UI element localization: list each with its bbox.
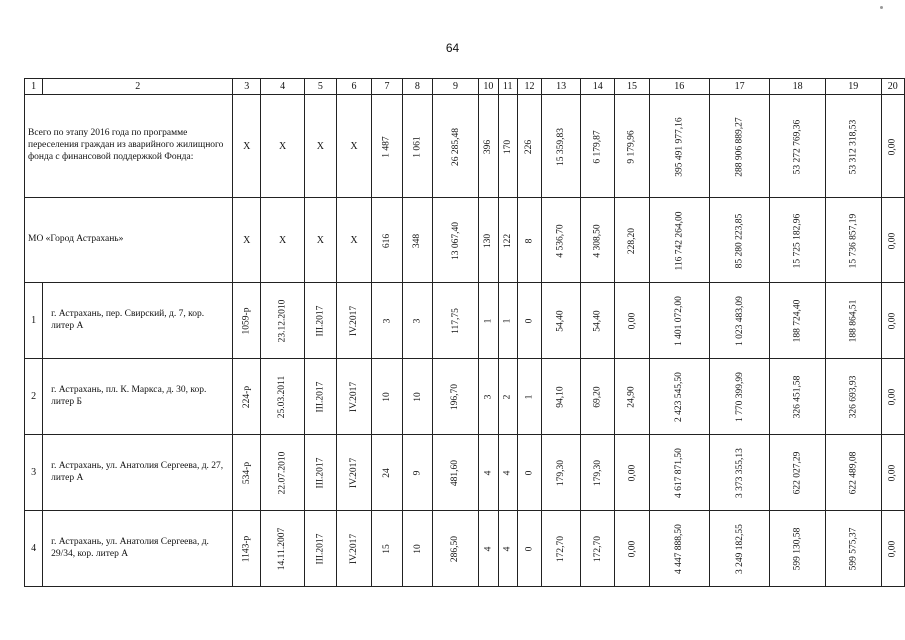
cell-value: 0,00 (626, 312, 637, 330)
cell-value: 616 (382, 233, 393, 248)
cell-col-15 (615, 198, 649, 283)
cell-col-13 (542, 283, 581, 359)
cell-col-18 (770, 359, 826, 435)
cell-value: 172,70 (592, 535, 603, 563)
table-row (25, 511, 905, 587)
cell-value: 326 693,93 (848, 375, 859, 419)
cell-value: 4 536,70 (556, 223, 567, 258)
cell-col-5 (304, 198, 336, 283)
cell-value: 4 (502, 470, 513, 476)
cell-col-5 (304, 95, 336, 198)
row-number: 1 (25, 283, 43, 359)
cell-value: 1059-р (241, 307, 252, 335)
cell-col-14 (581, 198, 615, 283)
cell-value: 26 285,48 (450, 127, 461, 166)
cell-col-19 (825, 198, 881, 283)
col-header: 3 (233, 79, 261, 95)
cell-value: 14.11.2007 (277, 527, 288, 571)
cell-value: 4 (502, 546, 513, 552)
col-header: 14 (581, 79, 615, 95)
cell-col-15 (615, 435, 649, 511)
col-header: 16 (649, 79, 709, 95)
cell-value: 1 (502, 318, 513, 324)
col-header: 11 (498, 79, 517, 95)
cell-col-4 (261, 435, 305, 511)
cell-value: 224-р (241, 385, 252, 409)
row-description: МО «Город Астрахань» (25, 198, 233, 283)
cell-value: 3 (483, 394, 494, 400)
cell-value: 10 (412, 392, 423, 402)
cell-col-13 (542, 511, 581, 587)
cell-col-9 (432, 198, 478, 283)
cell-value: 286,50 (450, 535, 461, 563)
col-header: 19 (825, 79, 881, 95)
cell-col-15 (615, 511, 649, 587)
cell-value: 226 (524, 139, 535, 154)
cell-value: 396 (483, 139, 494, 154)
cell-col-11 (498, 511, 517, 587)
col-header: 15 (615, 79, 649, 95)
cell-value: 0,00 (887, 312, 898, 330)
cell-value: 54,40 (556, 310, 567, 332)
cell-col-13 (542, 95, 581, 198)
cell-col-20 (881, 359, 904, 435)
cell-col-20 (881, 511, 904, 587)
cell-value: 0,00 (887, 464, 898, 482)
table-row (25, 359, 905, 435)
cell-value: 54,40 (592, 310, 603, 332)
cell-col-7 (372, 198, 403, 283)
cell-col-18 (770, 435, 826, 511)
col-header: 1 (25, 79, 43, 95)
cell-value: IV.2017 (349, 305, 360, 337)
cell-col-10 (479, 283, 498, 359)
cell-col-17 (709, 198, 769, 283)
cell-value: 3 373 355,13 (734, 448, 745, 498)
col-header: 12 (517, 79, 541, 95)
cell-value: 172,70 (556, 535, 567, 563)
cell-col-7 (372, 283, 403, 359)
cell-value: 534-р (241, 461, 252, 485)
col-header: 8 (402, 79, 432, 95)
cell-col-14 (581, 435, 615, 511)
cell-col-17 (709, 435, 769, 511)
row-number: 3 (25, 435, 43, 511)
cell-col-18 (770, 198, 826, 283)
page-number: 64 (445, 41, 460, 55)
cell-col-16 (649, 435, 709, 511)
cell-value: 117,75 (450, 308, 461, 334)
cell-value: 481,60 (450, 459, 461, 487)
cell-col-10 (479, 198, 498, 283)
cell-value: 0,00 (887, 232, 898, 249)
cell-value: 622 027,29 (792, 451, 803, 495)
cell-col-12 (517, 95, 541, 198)
cell-col-12 (517, 198, 541, 283)
cell-value: 4 617 871,50 (674, 448, 685, 498)
cell-col-18 (770, 511, 826, 587)
cell-col-19 (825, 435, 881, 511)
cell-col-18 (770, 95, 826, 198)
cell-col-4 (261, 283, 305, 359)
cell-value: 1 401 072,00 (674, 296, 685, 346)
municipality-row (25, 198, 905, 283)
cell-col-14 (581, 283, 615, 359)
cell-col-5 (304, 435, 336, 511)
cell-col-6 (336, 198, 371, 283)
cell-col-3 (233, 198, 261, 283)
cell-col-17 (709, 511, 769, 587)
cell-col-6 (336, 435, 371, 511)
cell-value: Х (243, 140, 251, 152)
cell-col-10 (479, 359, 498, 435)
col-header: 20 (881, 79, 904, 95)
cell-col-16 (649, 511, 709, 587)
cell-col-17 (709, 283, 769, 359)
cell-col-11 (498, 95, 517, 198)
address-cell: г. Астрахань, ул. Анатолия Сергеева, д. 29/34, кор. литер А (43, 511, 233, 587)
cell-value: 0 (524, 318, 535, 324)
cell-col-14 (581, 359, 615, 435)
cell-col-4 (261, 198, 305, 283)
cell-value: 1 (483, 318, 494, 324)
cell-col-14 (581, 511, 615, 587)
cell-col-4 (261, 95, 305, 198)
cell-value: 53 312 318,53 (848, 119, 859, 174)
col-header: 2 (43, 79, 233, 95)
cell-col-3 (233, 95, 261, 198)
cell-col-19 (825, 283, 881, 359)
cell-value: 94,10 (556, 386, 567, 408)
cell-col-19 (825, 95, 881, 198)
cell-value: 116 742 264,00 (674, 210, 685, 271)
address-cell: г. Астрахань, ул. Анатолия Сергеева, д. 27, литер А (43, 435, 233, 511)
cell-col-9 (432, 283, 478, 359)
cell-col-13 (542, 435, 581, 511)
cell-col-3 (233, 359, 261, 435)
cell-col-12 (517, 511, 541, 587)
cell-value: 2 (502, 394, 513, 400)
cell-value: 15 359,83 (556, 127, 567, 166)
cell-value: 8 (524, 238, 535, 243)
cell-value: 1143-р (241, 535, 252, 563)
address-cell: г. Астрахань, пер. Свирский, д. 7, кор. литер А (43, 283, 233, 359)
col-header: 6 (336, 79, 371, 95)
cell-value: III.2017 (315, 381, 326, 413)
total-row (25, 95, 905, 198)
cell-value: 0,00 (887, 540, 898, 558)
cell-col-20 (881, 95, 904, 198)
cell-value: Х (316, 140, 325, 152)
cell-col-7 (372, 511, 403, 587)
cell-col-12 (517, 283, 541, 359)
cell-col-8 (402, 198, 432, 283)
cell-value: 4 (483, 546, 494, 552)
cell-col-5 (304, 283, 336, 359)
row-number: 2 (25, 359, 43, 435)
cell-value: 4 308,50 (592, 223, 603, 258)
cell-value: III.2017 (315, 533, 326, 565)
cell-col-14 (581, 95, 615, 198)
cell-value: Х (278, 234, 287, 246)
cell-value: 1 487 (382, 135, 393, 158)
cell-value: 622 489,08 (848, 451, 859, 495)
cell-col-5 (304, 511, 336, 587)
cell-value: 2 423 545,50 (674, 372, 685, 422)
cell-value: 395 491 977,16 (674, 116, 685, 177)
cell-value: 130 (483, 233, 494, 248)
cell-col-8 (402, 359, 432, 435)
cell-value: 0 (524, 546, 535, 552)
cell-col-6 (336, 95, 371, 198)
cell-value: 188 864,51 (848, 299, 859, 343)
cell-col-9 (432, 95, 478, 198)
column-number-row (25, 79, 905, 95)
cell-value: III.2017 (315, 457, 326, 489)
cell-col-9 (432, 435, 478, 511)
cell-value: 170 (502, 139, 513, 154)
cell-col-10 (479, 435, 498, 511)
cell-col-19 (825, 511, 881, 587)
cell-value: Х (316, 234, 325, 246)
col-header: 18 (770, 79, 826, 95)
cell-col-11 (498, 198, 517, 283)
cell-value: 25.03.2011 (277, 375, 288, 419)
col-header: 7 (372, 79, 403, 95)
cell-col-20 (881, 435, 904, 511)
cell-value: 188 724,40 (792, 299, 803, 343)
cell-col-13 (542, 359, 581, 435)
col-header: 5 (304, 79, 336, 95)
cell-col-17 (709, 95, 769, 198)
cell-value: IV.2017 (349, 457, 360, 489)
cell-value: 69,20 (592, 386, 603, 408)
cell-value: 1 (524, 394, 535, 400)
col-header: 4 (261, 79, 305, 95)
row-number: 4 (25, 511, 43, 587)
cell-value: IV.2017 (349, 381, 360, 413)
cell-col-15 (615, 283, 649, 359)
cell-col-4 (261, 511, 305, 587)
cell-value: 179,30 (556, 459, 567, 487)
cell-value: 22.07.2010 (277, 451, 288, 495)
cell-value: 4 447 888,50 (674, 524, 685, 574)
cell-col-8 (402, 511, 432, 587)
cell-col-11 (498, 283, 517, 359)
cell-col-7 (372, 435, 403, 511)
cell-value: 0,00 (626, 540, 637, 558)
cell-value: 0,00 (887, 138, 898, 155)
cell-col-10 (479, 511, 498, 587)
cell-col-12 (517, 435, 541, 511)
cell-value: 599 575,37 (848, 527, 859, 571)
address-cell: г. Астрахань, пл. К. Маркса, д. 30, кор. литер Б (43, 359, 233, 435)
cell-value: Х (278, 140, 287, 152)
cell-col-19 (825, 359, 881, 435)
cell-value: 9 179,96 (626, 129, 637, 164)
cell-col-13 (542, 198, 581, 283)
cell-value: 288 906 889,27 (734, 116, 745, 177)
cell-col-7 (372, 359, 403, 435)
cell-value: 3 249 182,55 (734, 524, 745, 574)
resettlement-table (24, 78, 905, 587)
col-header: 13 (542, 79, 581, 95)
cell-col-15 (615, 359, 649, 435)
cell-col-16 (649, 95, 709, 198)
cell-value: 326 451,58 (792, 375, 803, 419)
cell-value: 122 (502, 233, 513, 248)
cell-value: 4 (483, 470, 494, 476)
cell-value: IV.2017 (349, 533, 360, 565)
cell-col-16 (649, 359, 709, 435)
cell-value: 0,00 (887, 388, 898, 406)
scan-speck (880, 6, 883, 9)
cell-value: 24 (382, 468, 393, 478)
table-row (25, 435, 905, 511)
cell-col-16 (649, 283, 709, 359)
cell-col-11 (498, 435, 517, 511)
cell-value: 15 (382, 544, 393, 554)
cell-col-12 (517, 359, 541, 435)
cell-value: 53 272 769,36 (792, 119, 803, 174)
cell-value: 348 (412, 233, 423, 248)
cell-col-3 (233, 511, 261, 587)
table-row (25, 283, 905, 359)
cell-col-16 (649, 198, 709, 283)
cell-col-3 (233, 283, 261, 359)
cell-col-8 (402, 95, 432, 198)
cell-col-6 (336, 283, 371, 359)
cell-col-9 (432, 359, 478, 435)
cell-col-3 (233, 435, 261, 511)
cell-col-5 (304, 359, 336, 435)
cell-value: 13 067,40 (450, 221, 461, 260)
cell-col-8 (402, 283, 432, 359)
cell-value: 1 061 (412, 135, 423, 158)
cell-col-4 (261, 359, 305, 435)
cell-value: 9 (412, 470, 423, 476)
cell-col-20 (881, 283, 904, 359)
cell-value: 1 770 399,99 (734, 372, 745, 422)
cell-col-7 (372, 95, 403, 198)
row-description: Всего по этапу 2016 года по программе переселения граждан из аварийного жилищного фонда с финансовой поддержкой Фонда: (25, 95, 233, 198)
cell-col-15 (615, 95, 649, 198)
cell-value: 3 (382, 318, 393, 324)
col-header: 10 (479, 79, 498, 95)
cell-value: 85 280 223,85 (734, 213, 745, 268)
cell-col-6 (336, 511, 371, 587)
cell-value: Х (350, 234, 358, 246)
cell-col-18 (770, 283, 826, 359)
cell-col-10 (479, 95, 498, 198)
cell-value: 15 725 182,96 (792, 213, 803, 268)
cell-value: 0 (524, 470, 535, 476)
cell-value: 196,70 (450, 383, 461, 411)
cell-value: 23.12.2010 (277, 299, 288, 343)
cell-value: 599 130,58 (792, 527, 803, 571)
cell-value: 0,00 (626, 464, 637, 482)
cell-value: Х (243, 234, 251, 246)
cell-col-6 (336, 359, 371, 435)
cell-col-9 (432, 511, 478, 587)
cell-value: 10 (382, 392, 393, 402)
cell-col-17 (709, 359, 769, 435)
cell-value: III.2017 (315, 305, 326, 337)
cell-value: 179,30 (592, 459, 603, 487)
cell-value: 3 (412, 318, 423, 324)
cell-value: 6 179,87 (592, 129, 603, 164)
cell-value: 15 736 857,19 (848, 213, 859, 268)
cell-col-11 (498, 359, 517, 435)
cell-value: 10 (412, 544, 423, 554)
cell-col-8 (402, 435, 432, 511)
cell-value: Х (350, 140, 358, 152)
col-header: 9 (432, 79, 478, 95)
cell-value: 24,90 (626, 386, 637, 408)
cell-value: 228,20 (626, 227, 637, 254)
cell-value: 1 023 483,09 (734, 296, 745, 346)
col-header: 17 (709, 79, 769, 95)
cell-col-20 (881, 198, 904, 283)
